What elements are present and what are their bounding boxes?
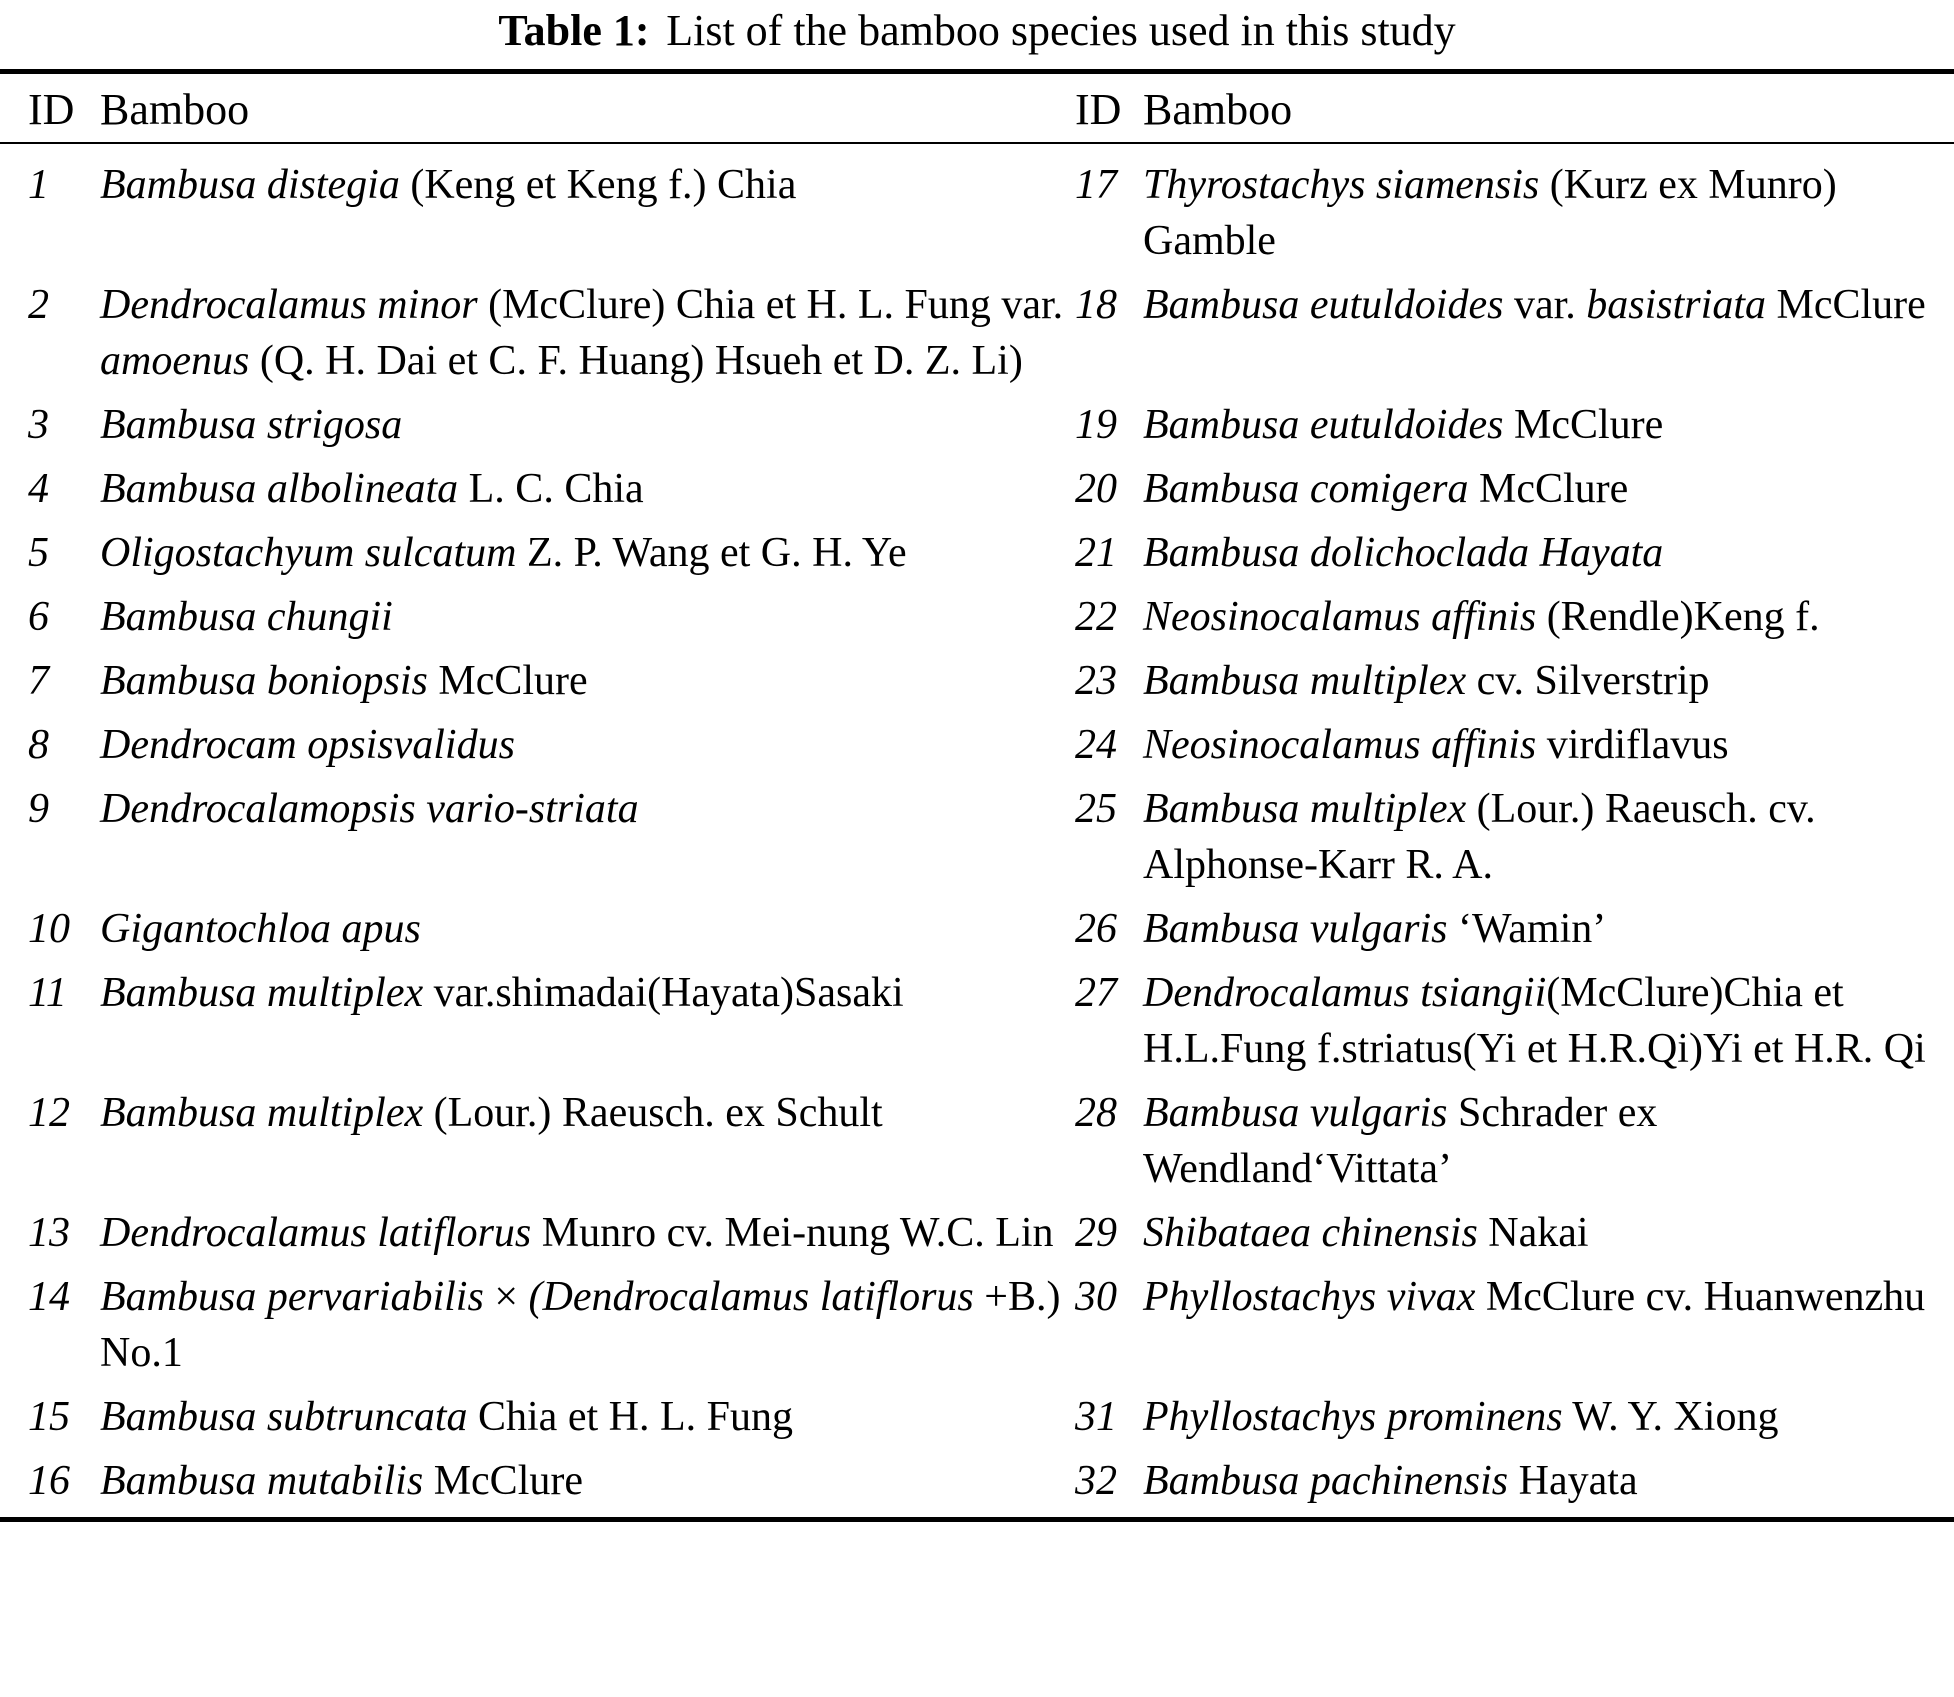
authority-text: (McClure) Chia et H. L. Fung var. [477,282,1064,328]
table-row [0,461,1954,525]
species-name: Bambusa pachinensis [1143,1458,1509,1504]
species-name: (Dendrocalamus latiflorus [528,1274,974,1320]
left-species-cell [100,461,1075,525]
authority-text: var. [1503,282,1587,328]
authority-text: McClure [1766,282,1926,328]
authority-text: × [483,1274,529,1320]
right-id-cell: 21 [1075,530,1117,576]
left-id-cell: 8 [28,722,49,768]
species-name: Thyrostachys siamensis [1143,162,1540,208]
authority-text: cv. Silverstrip [1466,658,1710,704]
authority-text: McClure [1468,466,1629,512]
table-row [0,277,1954,397]
authority-text: (Keng et Keng f.) Chia [399,162,797,208]
table-row [0,717,1954,781]
right-id-cell: 27 [1075,970,1117,1016]
species-name: Bambusa multiplex [100,1090,424,1136]
left-species-cell [100,1269,1075,1389]
left-species-cell [100,965,1075,1085]
table-row [0,1085,1954,1205]
authority-text: L. C. Chia [458,466,644,512]
species-name: Bambusa boniopsis [100,658,428,704]
species-name: Bambusa subtruncata [100,1394,468,1440]
right-id-cell: 23 [1075,658,1117,704]
table-row [0,589,1954,653]
species-name: Neosinocalamus affinis [1143,722,1537,768]
species-name: Bambusa strigosa [100,402,403,448]
right-species-cell [1143,525,1954,589]
left-id-cell: 5 [28,530,49,576]
species-name: Bambusa albolineata [100,466,459,512]
table-row [0,901,1954,965]
left-species-cell [100,1205,1075,1269]
left-species-cell [100,717,1075,781]
authority-text: (Kurz ex Munro) Gamble [1143,162,1837,264]
species-name: Neosinocalamus affinis [1143,594,1537,640]
authority-text: Munro cv. Mei-nung W.C. Lin [531,1210,1054,1256]
species-name: Dendrocalamopsis vario-striata [100,786,639,832]
right-id-cell: 24 [1075,722,1117,768]
header-id-left: ID [0,72,100,144]
right-species-cell [1143,901,1954,965]
right-species-cell [1143,717,1954,781]
authority-text: Chia et H. L. Fung [467,1394,793,1440]
table-caption-label: Table 1: [498,6,650,55]
left-id-cell: 13 [28,1210,70,1256]
authority-text: Nakai [1477,1210,1589,1256]
left-species-cell [100,1389,1075,1453]
species-name: Bambusa chungii [100,594,393,640]
table-row [0,653,1954,717]
right-id-cell: 30 [1075,1274,1117,1320]
species-name: Dendrocalamus latiflorus [100,1210,532,1256]
header-bamboo-left: Bamboo [100,72,1075,144]
species-table-body [0,143,1954,1520]
left-id-cell: 6 [28,594,49,640]
right-species-cell [1143,589,1954,653]
authority-text: ‘Wamin’ [1447,906,1607,952]
authority-text: (Lour.) Raeusch. cv. Alphonse-Karr R. A. [1143,786,1816,888]
authority-text: (Lour.) Raeusch. ex Schult [423,1090,883,1136]
right-species-cell [1143,1453,1954,1520]
species-name: Dendrocam opsisvalidus [100,722,515,768]
left-species-cell [100,901,1075,965]
left-id-cell: 10 [28,906,70,952]
table-row [0,1205,1954,1269]
right-id-cell: 17 [1075,162,1117,208]
left-species-cell [100,525,1075,589]
header-row [0,72,1954,144]
left-id-cell: 9 [28,786,49,832]
left-id-cell: 14 [28,1274,70,1320]
authority-text: McClure [1503,402,1664,448]
authority-text: W. Y. Xiong [1562,1394,1779,1440]
species-name: Oligostachyum sulcatum [100,530,517,576]
left-species-cell [100,1453,1075,1520]
authority-text: McClure cv. Huanwenzhu [1475,1274,1926,1320]
right-id-cell: 29 [1075,1210,1117,1256]
right-id-cell: 20 [1075,466,1117,512]
species-table [0,69,1954,1522]
authority-text: McClure [423,1458,583,1504]
species-name: Gigantochloa apus [100,906,421,952]
species-name: Bambusa comigera [1143,466,1469,512]
right-species-cell [1143,1205,1954,1269]
species-name: basistriata [1586,282,1766,328]
right-species-cell [1143,397,1954,461]
right-id-cell: 28 [1075,1090,1117,1136]
left-species-cell [100,653,1075,717]
right-species-cell [1143,1269,1954,1389]
left-id-cell: 15 [28,1394,70,1440]
species-table-header [0,72,1954,144]
authority-text: Schrader ex Wendland‘Vittata’ [1143,1090,1658,1192]
species-name: Shibataea chinensis [1143,1210,1478,1256]
species-name: Bambusa pervariabilis [100,1274,484,1320]
left-species-cell [100,143,1075,277]
left-species-cell [100,781,1075,901]
right-id-cell: 25 [1075,786,1117,832]
table-caption-text: List of the bamboo species used in this study [666,6,1456,55]
species-name: Bambusa dolichoclada Hayata [1143,530,1664,576]
right-species-cell [1143,461,1954,525]
authority-text: virdiflavus [1536,722,1729,768]
right-species-cell [1143,653,1954,717]
species-name: Dendrocalamus minor [100,282,478,328]
table-row [0,143,1954,277]
authority-text: Hayata [1508,1458,1638,1504]
table-row [0,1389,1954,1453]
right-species-cell [1143,1085,1954,1205]
species-name: Bambusa mutabilis [100,1458,424,1504]
species-name: Bambusa distegia [100,162,400,208]
right-id-cell: 18 [1075,282,1117,328]
left-id-cell: 12 [28,1090,70,1136]
header-id-right: ID [1075,72,1143,144]
table-caption [0,0,1954,57]
species-name: Bambusa vulgaris [1143,1090,1448,1136]
table-row [0,397,1954,461]
authority-text: +B.) No.1 [100,1274,1061,1376]
right-species-cell [1143,781,1954,901]
authority-text: (McClure)Chia et H.L.Fung f.striatus(Yi et H.R.Qi)Yi et H.R. Qi [1143,970,1926,1072]
table-row [0,1269,1954,1389]
species-name: Bambusa eutuldoides [1143,402,1504,448]
species-name: amoenus [100,338,250,384]
left-species-cell [100,589,1075,653]
right-id-cell: 31 [1075,1394,1117,1440]
authority-text: Z. P. Wang et G. H. Ye [516,530,907,576]
left-id-cell: 4 [28,466,49,512]
species-name: Bambusa vulgaris [1143,906,1448,952]
left-species-cell [100,277,1075,397]
species-name: Bambusa multiplex [1143,786,1467,832]
right-species-cell [1143,1389,1954,1453]
right-species-cell [1143,965,1954,1085]
left-id-cell: 16 [28,1458,70,1504]
authority-text: McClure [427,658,588,704]
left-species-cell [100,1085,1075,1205]
species-name: Phyllostachys prominens [1143,1394,1563,1440]
table-row [0,1453,1954,1520]
left-id-cell: 3 [28,402,49,448]
right-species-cell [1143,143,1954,277]
left-id-cell: 11 [28,970,67,1016]
species-name: Dendrocalamus tsiangii [1143,970,1547,1016]
authority-text: var.shimadai(Hayata)Sasaki [423,970,904,1016]
right-id-cell: 22 [1075,594,1117,640]
table-row [0,525,1954,589]
right-id-cell: 19 [1075,402,1117,448]
header-bamboo-right: Bamboo [1143,72,1954,144]
right-id-cell: 32 [1075,1458,1117,1504]
right-id-cell: 26 [1075,906,1117,952]
species-name: Bambusa multiplex [1143,658,1467,704]
authority-text: (Q. H. Dai et C. F. Huang) Hsueh et D. Z. Li) [249,338,1023,384]
species-name: Phyllostachys vivax [1143,1274,1476,1320]
authority-text: (Rendle)Keng f. [1536,594,1820,640]
species-name: Bambusa eutuldoides [1143,282,1504,328]
left-id-cell: 2 [28,282,49,328]
left-id-cell: 1 [28,162,49,208]
table-row [0,781,1954,901]
right-species-cell [1143,277,1954,397]
table-row [0,965,1954,1085]
left-species-cell [100,397,1075,461]
species-name: Bambusa multiplex [100,970,424,1016]
left-id-cell: 7 [28,658,49,704]
